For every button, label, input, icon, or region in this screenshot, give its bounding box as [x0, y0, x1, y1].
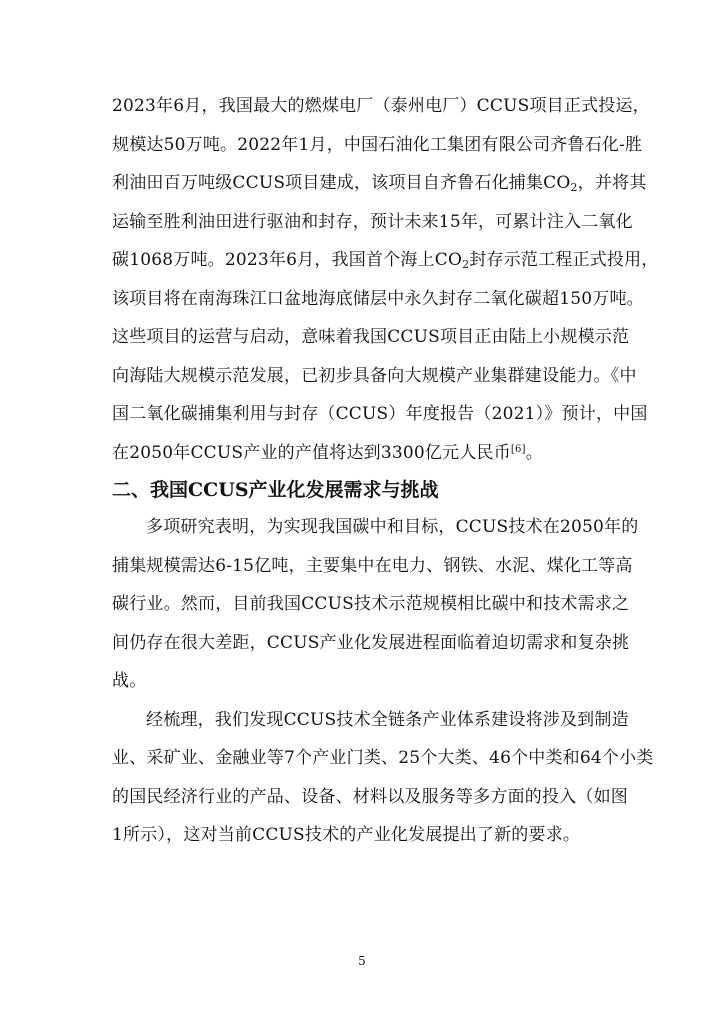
paragraph1-line3-text-a: 利油田百万吨级CCUS项目建成，该项目自齐鲁石化捕集CO [112, 173, 571, 193]
paragraph1-line5 [112, 250, 659, 271]
co2-subscript: 2 [570, 181, 578, 194]
paragraph2-line3: 碳行业。然而，目前我国CCUS技术示范规模相比碳中和技术需求之 [112, 594, 630, 614]
paragraph2-line4: 间仍存在很大差距，CCUS产业化发展进程面临着迫切需求和复杂挑 [112, 633, 630, 653]
co2-subscript: 2 [462, 258, 470, 271]
paragraph2-line1: 多项研究表明，为实现我国碳中和目标，CCUS技术在2050年的 [146, 517, 639, 537]
paragraph1-line9: 国二氧化碳捕集利用与封存（CCUS）年度报告（2021）》预计，中国 [112, 404, 648, 424]
paragraph1-line2: 规模达50万吨。2022年1月，中国石油化工集团有限公司齐鲁石化-胜 [112, 135, 643, 155]
paragraph1-line5-text-b: 封存示范工程正式投用， [469, 250, 659, 270]
paragraph2-line5: 战。 [112, 671, 147, 691]
citation-reference: [6] [510, 444, 526, 455]
paragraph1-line4: 运输至胜利油田进行驱油和封存，预计未来15年，可累计注入二氧化 [112, 212, 633, 232]
paragraph1-line1: 2023年6月，我国最大的燃煤电厂（泰州电厂）CCUS项目正式投运， [112, 96, 650, 116]
paragraph1-line10-text-b: 。 [525, 443, 543, 463]
paragraph1-line3 [112, 173, 647, 194]
paragraph1-line10 [112, 443, 632, 463]
paragraph1-line10-text-a: 在2050年CCUS产业的产值将达到3300亿元人民币 [112, 443, 511, 463]
paragraph3-line1: 经梳理，我们发现CCUS技术全链条产业体系建设将涉及到制造 [146, 710, 629, 730]
paragraph1-line5-text-a: 碳1068万吨。2023年6月，我国首个海上CO [112, 250, 463, 270]
paragraph1-line8: 向海陆大规模示范发展，已初步具备向大规模产业集群建设能力。《中 [112, 366, 637, 386]
paragraph3-line4: 1所示），这对当前CCUS技术的产业化发展提出了新的要求。 [112, 825, 581, 845]
paragraph1-line3-text-b: ，并将其 [577, 173, 647, 193]
paragraph2-line2: 捕集规模需达6-15亿吨，主要集中在电力、钢铁、水泥、煤化工等高 [112, 556, 633, 576]
paragraph1-line7: 这些项目的运营与启动，意味着我国CCUS项目正由陆上小规模示范 [112, 327, 630, 347]
paragraph1-line6: 该项目将在南海珠江口盆地海底储层中永久封存二氧化碳超150万吨。 [112, 289, 644, 309]
section-heading: 二、我国CCUS产业化发展需求与挑战 [112, 479, 439, 501]
paragraph3-line2: 业、采矿业、金融业等7个产业门类、25个大类、46个中类和64个小类 [112, 748, 654, 768]
paragraph3-line3: 的国民经济行业的产品、设备、材料以及服务等多方面的投入（如图 [112, 787, 628, 807]
page-number: 5 [358, 954, 366, 968]
